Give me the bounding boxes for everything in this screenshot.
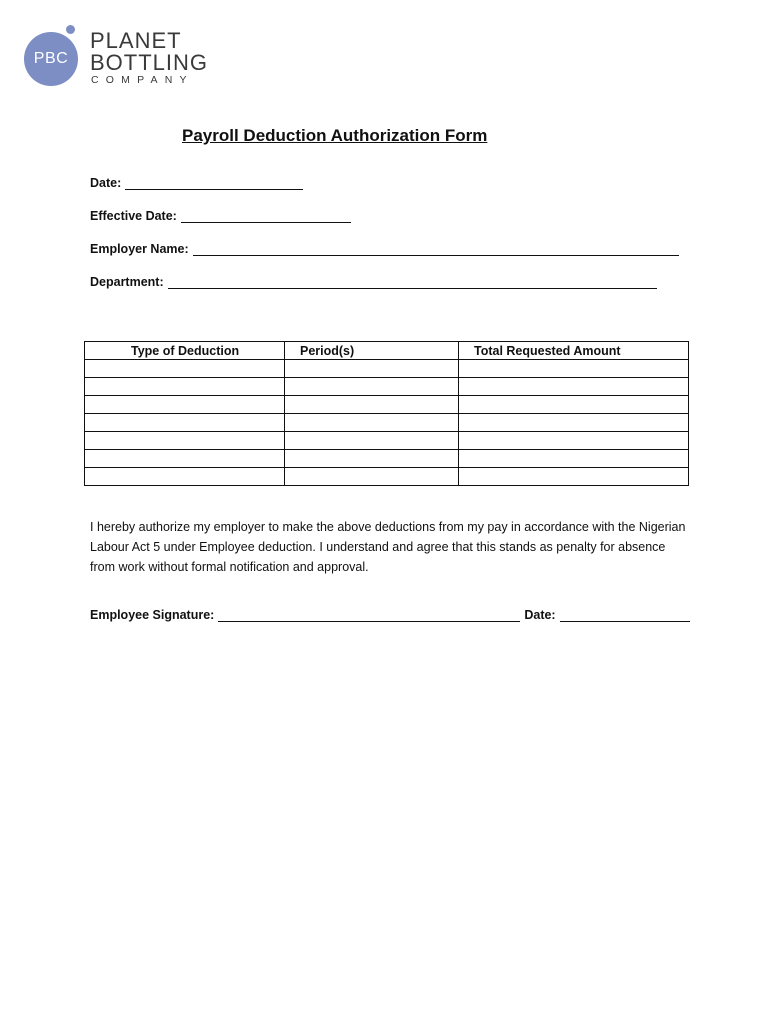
form-title: Payroll Deduction Authorization Form [182,126,488,145]
cell-total-requested-amount[interactable] [459,360,689,378]
company-logo [24,24,224,88]
logo-name-line2: BOTTLING [90,50,209,75]
cell-type-of-deduction[interactable] [85,360,285,378]
signature-line [90,608,690,622]
department-blank[interactable] [168,276,657,289]
header-periods: Period(s) [285,342,459,360]
table-row [85,378,689,396]
table-row [85,432,689,450]
deductions-table-body [85,360,689,486]
effective-date-blank[interactable] [181,210,351,223]
cell-total-requested-amount[interactable] [459,396,689,414]
department-label: Department: [90,275,164,289]
cell-type-of-deduction[interactable] [85,432,285,450]
employer-name-field [90,242,679,256]
logo-name-line1: PLANET [90,28,182,53]
employee-signature-blank[interactable] [218,609,520,622]
table-row [85,360,689,378]
cell-periods[interactable] [285,450,459,468]
employee-signature-label: Employee Signature: [90,608,215,622]
employer-name-label: Employer Name: [90,242,189,256]
header-total-requested-amount: Total Requested Amount [459,342,689,360]
cell-type-of-deduction[interactable] [85,396,285,414]
signature-date-blank[interactable] [560,609,690,622]
employer-name-blank[interactable] [193,243,679,256]
cell-periods[interactable] [285,468,459,486]
logo-initials: PBC [33,50,69,67]
header-type-of-deduction: Type of Deduction [85,342,285,360]
cell-type-of-deduction[interactable] [85,414,285,432]
effective-date-field [90,209,351,223]
deductions-table [84,341,689,486]
cell-total-requested-amount[interactable] [459,432,689,450]
logo-name-line3: COMPANY [91,74,194,86]
cell-total-requested-amount[interactable] [459,468,689,486]
date-label: Date: [90,176,122,190]
date-blank[interactable] [125,177,303,190]
cell-periods[interactable] [285,414,459,432]
table-row [85,414,689,432]
cell-total-requested-amount[interactable] [459,450,689,468]
cell-total-requested-amount[interactable] [459,378,689,396]
cell-type-of-deduction[interactable] [85,450,285,468]
logo-badge [24,32,78,86]
cell-periods[interactable] [285,396,459,414]
table-header-row [85,342,689,360]
signature-date-label: Date: [524,608,556,622]
department-field [90,275,657,289]
authorization-statement: I hereby authorize my employer to make the above deductions from my pay in accordance with the Nigerian Labour Act 5 under Employee deduction. I understand and agree that this stands as penalty for absence from work without formal notification and approval. [90,520,686,574]
cell-periods[interactable] [285,378,459,396]
cell-type-of-deduction[interactable] [85,378,285,396]
table-row [85,468,689,486]
cell-type-of-deduction[interactable] [85,468,285,486]
table-row [85,450,689,468]
date-field [90,176,303,190]
cell-total-requested-amount[interactable] [459,414,689,432]
logo-dot-icon [66,25,75,34]
table-row [85,396,689,414]
cell-periods[interactable] [285,432,459,450]
cell-periods[interactable] [285,360,459,378]
effective-date-label: Effective Date: [90,209,177,223]
